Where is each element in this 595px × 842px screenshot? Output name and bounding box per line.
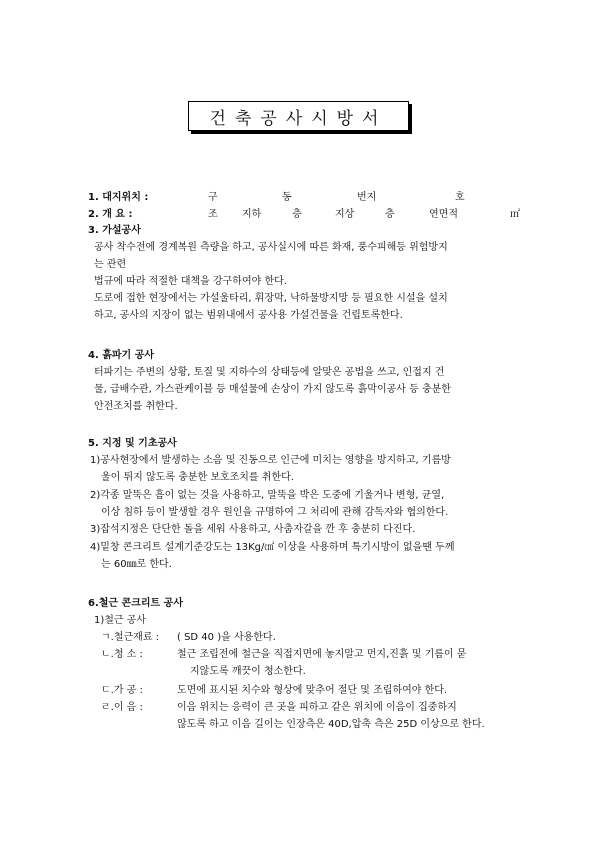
item-label: ㄹ.이 음 : <box>101 702 143 713</box>
section5-line: 3)잡석지정은 단단한 돌을 세워 사용하고, 사춤자갈을 깐 후 충분히 다진다. <box>90 524 416 535</box>
section3-line: 도로에 접한 현장에서는 가설울타리, 휘장막, 낙하물방지망 등 필요한 시설을 설치 <box>94 293 448 304</box>
section3-line: 하고, 공사의 지장이 없는 범위내에서 공사용 가설건물을 건립토록한다. <box>94 310 403 321</box>
overview-yeonmyeonjeok: 연면적 <box>429 209 458 220</box>
section5-line: 1)공사현장에서 발생하는 소음 및 진동으로 인근에 미치는 영향을 방지하고, 기름방 <box>90 455 451 466</box>
section3-line: 공사 착수전에 경계복원 측량을 하고, 공사실시에 따른 화재, 풍수피해등 위험방지 <box>94 242 448 253</box>
overview-cheung2: 층 <box>385 209 395 220</box>
location-dong: 동 <box>282 192 292 203</box>
overview-jo: 조 <box>208 209 218 220</box>
item-text: 철근 조립전에 철근을 직접지면에 놓지말고 먼지,진흙 및 기름이 묻 <box>177 649 467 660</box>
overview-cheung1: 층 <box>292 209 302 220</box>
section4-line: 터파기는 주변의 상황, 토질 및 지하수의 상태등에 알맞은 공법을 쓰고, 인접지 건 <box>94 367 445 378</box>
item-text: ( SD 40 )을 사용한다. <box>177 632 276 643</box>
section5-line: 는 60㎜로 한다. <box>101 559 172 570</box>
item-text-cont: 않도록 하고 이음 길이는 인장측은 40D,압축 측은 25D 이상으로 한다. <box>177 719 485 730</box>
section5-line: 이상 침하 등이 발생할 경우 원인을 규명하여 그 처리에 관해 감독자와 협의한다. <box>101 507 449 518</box>
item-label: ㄱ.철근재료 : <box>101 632 160 643</box>
item-text: 도면에 표시된 치수와 형상에 맞추어 절단 및 조립하여야 한다. <box>177 685 448 696</box>
item-label: ㄷ.가 공 : <box>101 685 143 696</box>
section5-line: 2)각종 말뚝은 흠이 없는 것을 사용하고, 말뚝을 박은 도중에 기울거나 변형, 균열, <box>90 490 445 501</box>
section4-heading: 4. 흙파기 공사 <box>88 350 155 361</box>
section6-sub: 1)철근 공사 <box>94 615 147 626</box>
section4-line: 물, 급배수관, 가스관케이블 등 매설물에 손상이 가지 않도록 흙막이공사 등 충분한 <box>94 384 451 395</box>
section6-heading: 6.철근 콘크리트 공사 <box>88 598 183 609</box>
section5-line: 울이 튀지 않도록 충분한 보호조치를 취한다. <box>101 472 294 483</box>
section3-line: 는 관련 <box>94 259 127 270</box>
item-label: ㄴ.청 소 : <box>101 649 143 660</box>
overview-unit: ㎡ <box>510 209 520 220</box>
location-label: 1. 대지위치 : <box>88 192 149 203</box>
section5-heading: 5. 지정 및 기초공사 <box>88 438 177 449</box>
location-gu: 구 <box>208 192 218 203</box>
location-beonji: 번지 <box>357 192 377 203</box>
section5-line: 4)밑창 콘크리트 설계기준강도는 13Kg/㎠ 이상을 사용하며 특기시방이 없을땐 두께 <box>90 542 455 553</box>
section4-line: 안전조치를 취한다. <box>94 401 178 412</box>
overview-label: 2. 개 요 : <box>88 209 133 220</box>
item-text: 이음 위치는 응력이 큰 곳을 피하고 같은 위치에 이음이 집중하지 <box>177 702 457 713</box>
overview-jisang: 지상 <box>335 209 355 220</box>
section3-line: 법규에 따라 적절한 대책을 강구하여야 한다. <box>94 276 287 287</box>
item-text-cont: 지않도록 깨끗이 청소한다. <box>190 666 306 677</box>
section3-heading: 3. 가설공사 <box>88 225 141 236</box>
overview-jiha: 지하 <box>242 209 262 220</box>
location-ho: 호 <box>455 192 465 203</box>
document-title: 건축공사시방서 <box>188 101 409 131</box>
